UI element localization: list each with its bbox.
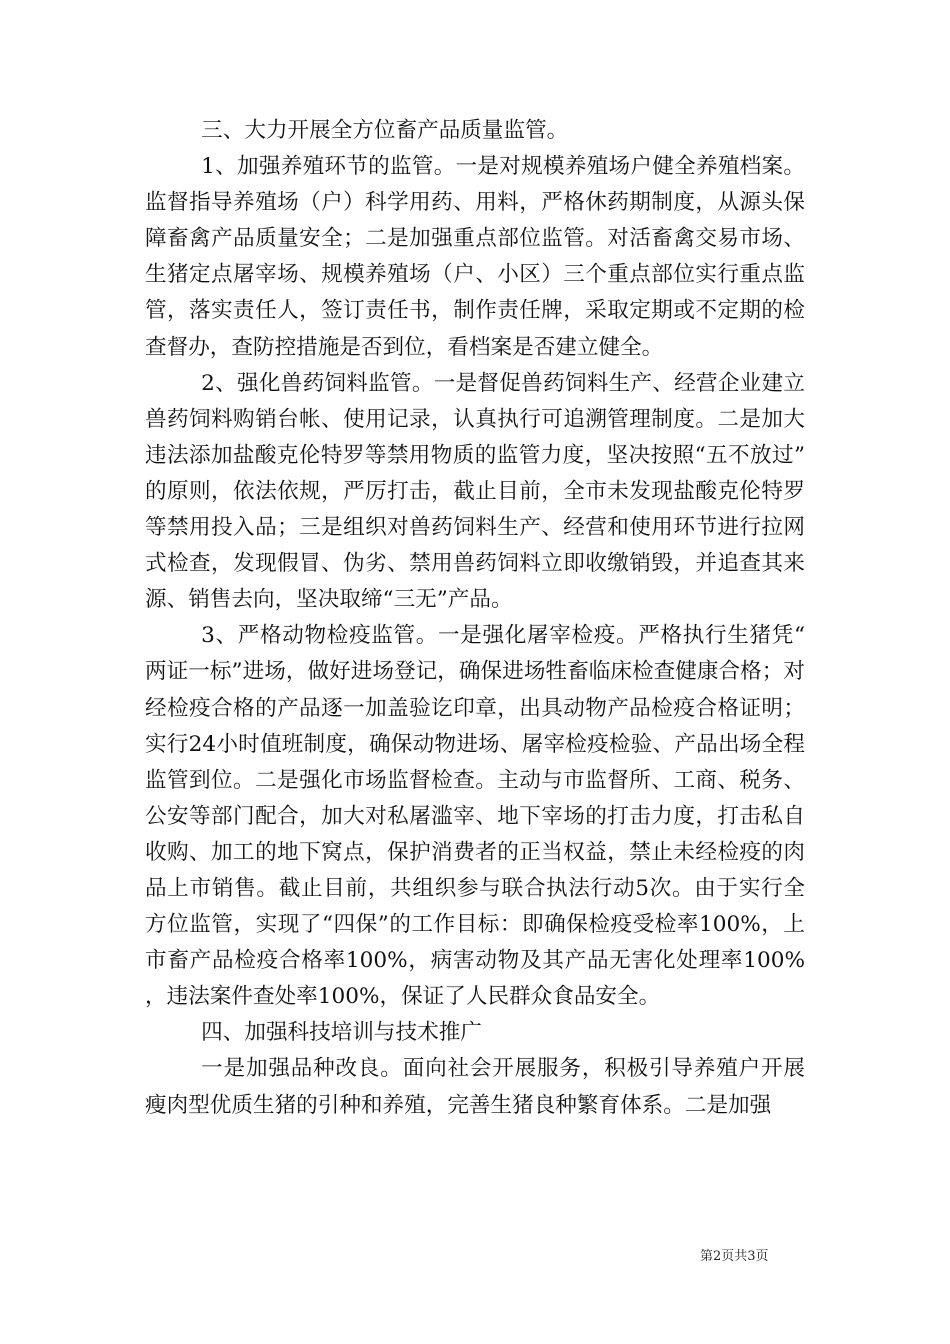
document-body [145,113,805,1124]
paragraph-animal-quarantine-supervision: 3、严格动物检疫监管。一是强化屠宰检疫。严格执行生猪凭“两证一标”进场，做好进场登记，确保进场牲畜临床检查健康合格；对经检疫合格的产品逐一加盖验讫印章，出具动物产品检疫合格证明；实行24小时值班制度，确保动物进场、屠宰检疫检验、产品出场全程监管到位。二是强化市场监督检查。主动与市监督所、工商、税务、公安等部门配合，加大对私屠滥宰、地下宰场的打击力度，打击私自收购、加工的地下窝点，保护消费者的正当权益，禁止未经检疫的肉品上市销售。截止目前，共组织参与联合执法行动5次。由于实行全方位监管，实现了“四保”的工作目标：即确保检疫受检率100%，上市畜产品检疫合格率100%，病害动物及其产品无害化处理率100%，违法案件查处率100%，保证了人民群众食品安全。 [145,623,805,1010]
section-heading-3: 三、大力开展全方位畜产品质量监管。 [201,118,569,143]
paragraph-breed-improvement: 一是加强品种改良。面向社会开展服务，积极引导养殖户开展瘦肉型优质生猪的引种和养殖，完善生猪良种繁育体系。二是加强 [145,1056,805,1118]
section-heading-4: 四、加强科技培训与技术推广 [201,1020,482,1046]
paragraph-veterinary-feed-supervision: 2、强化兽药饲料监管。一是督促兽药饲料生产、经营企业建立兽药饲料购销台帐、使用记录，认真执行可追溯管理制度。二是加大违法添加盐酸克伦特罗等禁用物质的监管力度，坚决按照“五不放过”的原则，依法依规，严厉打击，截止目前，全市未发现盐酸克伦特罗等禁用投入品；三是组织对兽药饲料生产、经营和使用环节进行拉网式检查，发现假冒、伪劣、禁用兽药饲料立即收缴销毁，并追查其来源、销售去向，坚决取缔“三无”产品。 [145,370,805,613]
paragraph-breeding-supervision: 1、加强养殖环节的监管。一是对规模养殖场户健全养殖档案。监督指导养殖场（户）科学用药、用料，严格休药期制度，从源头保障畜禽产品质量安全；二是加强重点部位监管。对活畜禽交易市场、生猪定点屠宰场、规模养殖场（户、小区）三个重点部位实行重点监管，落实责任人，签订责任书，制作责任牌，采取定期或不定期的检查督办，查防控措施是否到位，看档案是否建立健全。 [145,154,805,360]
page-number-footer: 第2页共3页 [700,1249,769,1264]
